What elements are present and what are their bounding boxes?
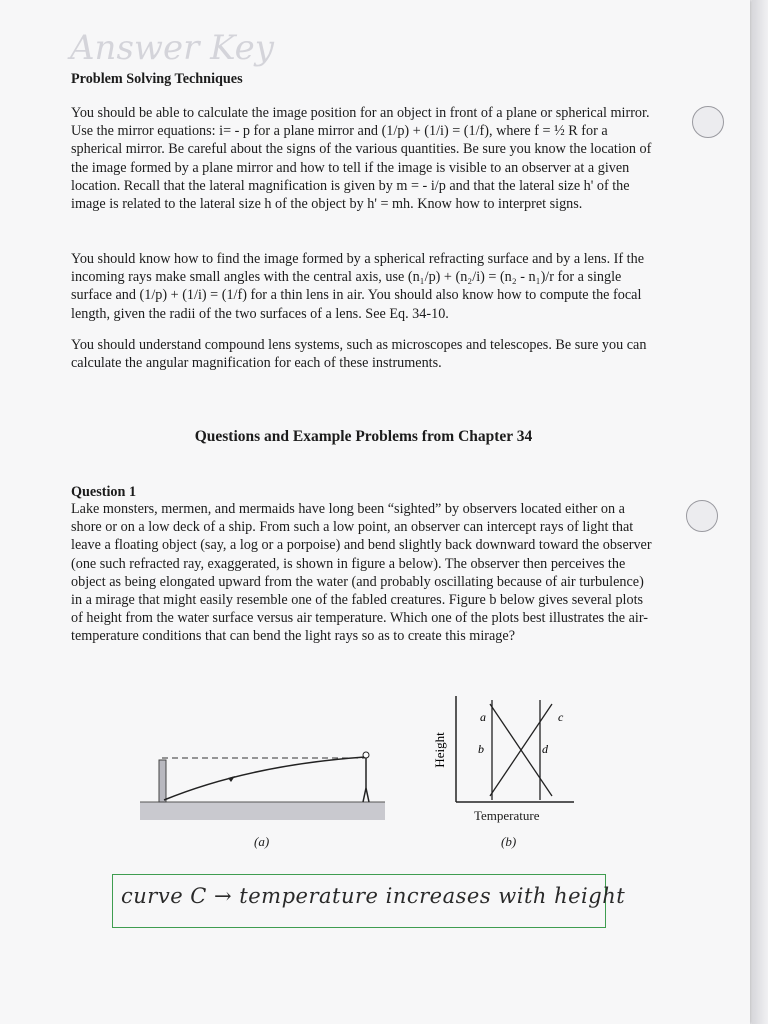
figure-b-caption: (b) bbox=[501, 834, 517, 849]
curve-b-label: b bbox=[478, 742, 484, 756]
curve-c-label: c bbox=[558, 710, 564, 724]
techniques-paragraph-2: You should know how to find the image formed by a spherical refracting surface and by a lens. If the incoming rays make small angles with the central axis, use (n₁/p) + (n₂/i) = (n₂ - n₁)/r for a single surface and (1/p) + (1/i) = (1/f) for a thin lens in air. You should also know how to compute the focal length, given the radii of the two surfaces of a lens. See Eq. 34-10. bbox=[71, 251, 644, 322]
page-edge-shadow bbox=[752, 0, 768, 1024]
refracted-ray bbox=[164, 757, 365, 800]
figure-a-diagram bbox=[140, 740, 390, 825]
figure-a-caption: (a) bbox=[254, 834, 270, 849]
elongated-object bbox=[159, 760, 166, 802]
y-axis-label: Height bbox=[432, 732, 447, 768]
ray-arrow-icon bbox=[228, 776, 235, 782]
section-title: Questions and Example Problems from Chapter 34 bbox=[194, 428, 533, 445]
techniques-paragraph-1: You should be able to calculate the image position for an object in front of a plane or spherical mirror. Use the mirror equations: i= - p for a plane mirror and (1/p) + (1/i) = (1/f), where f = ½ R for a spherical mirror. Be careful about the signs of the various quantities. Be sure you know the location of the image formed by a plane mirror and how to tell if the image is visible to an observer at a given location. Recall that the lateral magnification is given by m = - i/p and that the lateral size h' of the image is related to the lateral size h of the object by h' = mh. Know how to interpret signs. bbox=[71, 105, 652, 213]
punch-hole-middle bbox=[686, 500, 718, 532]
curve-a-label: a bbox=[480, 710, 486, 724]
handwritten-answer: curve C → temperature increases with height bbox=[121, 884, 626, 908]
water-surface bbox=[140, 802, 385, 820]
observer-head bbox=[363, 752, 369, 758]
ghost-heading-text: Answer Key bbox=[70, 28, 274, 68]
punch-hole-top bbox=[692, 106, 724, 138]
techniques-paragraph-3: You should understand compound lens systems, such as microscopes and telescopes. Be sure you can calculate the angular magnification for each of these instruments. bbox=[71, 337, 647, 372]
answer-box bbox=[112, 874, 626, 928]
observer-leg-right bbox=[366, 788, 369, 802]
figure-b-plot bbox=[430, 692, 590, 822]
question-1-heading: Question 1 bbox=[71, 484, 137, 500]
techniques-heading: Problem Solving Techniques bbox=[71, 71, 243, 87]
curve-d-label: d bbox=[542, 742, 548, 756]
x-axis-label: Temperature bbox=[474, 808, 540, 823]
observer-leg-left bbox=[363, 788, 366, 802]
question-1-body: Lake monsters, mermen, and mermaids have long been “sighted” by observers located either on a shore or on a low deck of a ship. From such a low point, an observer can intercept rays of light that leave a floating object (say, a log or a porpoise) and bend slightly back downward toward the observer (one such refracted ray, exaggerated, is shown in figure a below). The observer then perceives the object as being elongated upward from the water (and probably oscillating because of air turbulence) in a mirage that might easily resemble one of the fabled creatures. Figure b below gives several plots of height from the water surface versus air temperature. Which one of the plots best illustrates the air-temperature conditions that can bend the light rays so as to create this mirage? bbox=[71, 501, 652, 645]
